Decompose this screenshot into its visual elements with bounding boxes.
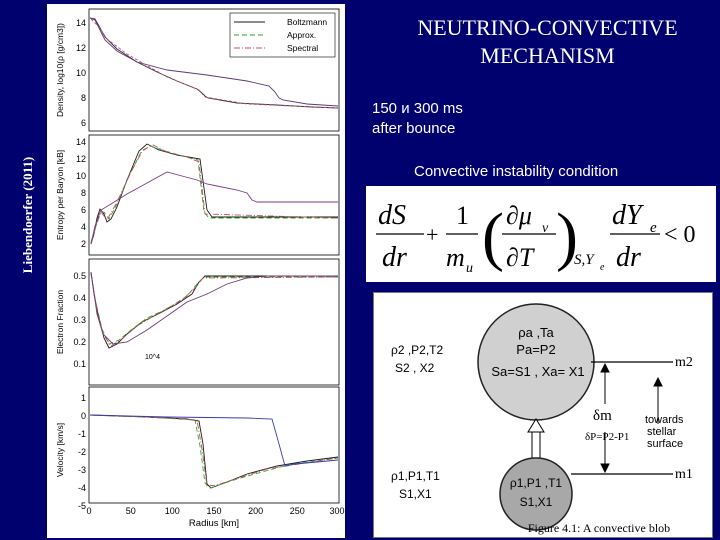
time-note-line-2: after bounce <box>372 120 456 137</box>
delta-m-label: δm <box>593 408 612 424</box>
author-credit <box>2 70 42 360</box>
velocity-scale-note: 10^4 <box>145 354 160 361</box>
p4-tick: -5 <box>77 501 86 511</box>
formula-mu: m <box>446 243 465 272</box>
p2-tick: 10 <box>75 171 86 181</box>
left-top-line-2: S2 , X2 <box>395 361 435 375</box>
formula-dY: dY <box>612 200 642 231</box>
x-tick: 200 <box>248 506 264 516</box>
left-top-line-1: ρ2 ,P2,T2 <box>391 343 444 357</box>
p1-tick: 10 <box>75 68 86 78</box>
figure-caption: Figure 4.1: A convective blob <box>527 521 671 535</box>
formula-dmu: ∂μ <box>506 201 532 230</box>
towards-line-3: surface <box>647 438 684 450</box>
label-m2: m2 <box>675 355 693 370</box>
label-m1: m1 <box>675 467 693 482</box>
legend-boltzmann: Boltzmann <box>287 17 328 27</box>
p3-tick: 0.3 <box>73 315 86 325</box>
formula-plus: + <box>426 222 439 247</box>
upper-blob-line-1: ρa ,Ta <box>518 325 554 340</box>
electron-fraction-axis-label: Electron Fraction <box>55 289 65 355</box>
formula-dY-sub: e <box>650 220 657 236</box>
legend-approx: Approx. <box>287 30 317 40</box>
p4-tick: 0 <box>80 411 86 421</box>
simulation-plots <box>47 4 345 538</box>
upper-blob-line-3: Sa=S1 , Xa= X1 <box>491 364 585 379</box>
x-tick: 300 <box>329 506 345 516</box>
formula-subscript-SY: S,Y <box>574 252 594 268</box>
formula-subscript-e: e <box>600 262 605 273</box>
p4-tick: -2 <box>77 447 86 457</box>
p1-tick: 8 <box>80 93 86 103</box>
left-bottom-line-2: S1,X1 <box>399 487 432 501</box>
p2-tick: 8 <box>80 188 86 198</box>
velocity-axis-label: Velocity [km/s] <box>55 422 65 478</box>
p4-tick: -1 <box>77 429 86 439</box>
time-note-line-1: 150 и 300 ms <box>372 100 463 117</box>
x-axis-label: Radius [km] <box>188 518 240 529</box>
upper-blob <box>478 304 594 420</box>
left-bottom-line-1: ρ1,P1,T1 <box>391 469 440 483</box>
formula-dr-1: dr <box>382 242 407 273</box>
left-paren: ( <box>482 200 504 273</box>
lower-blob-line-2: S1,X1 <box>519 495 553 509</box>
p2-tick: 6 <box>80 205 86 215</box>
formula-dmu-sub: ν <box>542 221 549 236</box>
towards-line-1: towards <box>645 414 684 426</box>
lower-blob-line-1: ρ1,P1 ,T1 <box>509 476 563 490</box>
plot-legend <box>230 13 335 57</box>
author-credit-text: Liebendoerfer (2011) <box>20 156 35 274</box>
formula-less-than-zero: < 0 <box>664 222 696 248</box>
right-paren: ) <box>556 200 578 273</box>
title-line-2: MECHANISM <box>480 43 615 68</box>
x-tick: 150 <box>206 506 222 516</box>
entropy-panel <box>89 135 339 255</box>
p1-tick: 12 <box>75 43 86 53</box>
p3-tick: 0.2 <box>73 337 86 347</box>
convective-blob-figure <box>373 292 713 538</box>
p3-tick: 0.5 <box>73 271 86 281</box>
p1-tick: 14 <box>75 18 86 28</box>
x-tick: 250 <box>289 506 305 516</box>
p3-tick: 0.4 <box>73 293 86 303</box>
p2-tick: 14 <box>75 137 86 147</box>
formula-dS: dS <box>378 200 406 231</box>
entropy-axis-label: Entropy per Baryon [kB] <box>55 149 65 241</box>
formula-mu-sub: u <box>466 261 473 276</box>
time-note <box>372 99 463 139</box>
towards-line-2: stellar <box>647 426 677 438</box>
x-tick: 0 <box>86 506 92 516</box>
slide-title <box>375 14 720 70</box>
p1-tick: 6 <box>80 118 86 128</box>
upper-blob-line-2: Pa=P2 <box>516 342 556 357</box>
delta-p-label: δP=P2-P1 <box>585 431 630 443</box>
p4-tick: -3 <box>77 465 86 475</box>
condition-label: Convective instability condition <box>414 163 619 180</box>
formula-dT: ∂T <box>506 243 534 272</box>
title-line-1: NEUTRINO-CONVECTIVE <box>417 15 678 40</box>
formula-dr-2: dr <box>616 242 641 273</box>
formula-one: 1 <box>456 201 469 230</box>
p4-tick: -4 <box>77 483 86 493</box>
p4-tick: 1 <box>80 393 86 403</box>
lower-blob <box>500 458 572 530</box>
p2-tick: 2 <box>80 239 86 249</box>
p3-tick: 0.1 <box>73 359 86 369</box>
density-axis-label: Density, log10(ρ [g/cm3]) <box>55 23 65 117</box>
p2-tick: 4 <box>80 222 86 232</box>
p2-tick: 12 <box>75 154 86 164</box>
x-tick: 100 <box>164 506 180 516</box>
convection-formula <box>366 186 716 282</box>
legend-spectral: Spectral <box>287 43 319 53</box>
x-tick: 50 <box>125 506 136 516</box>
